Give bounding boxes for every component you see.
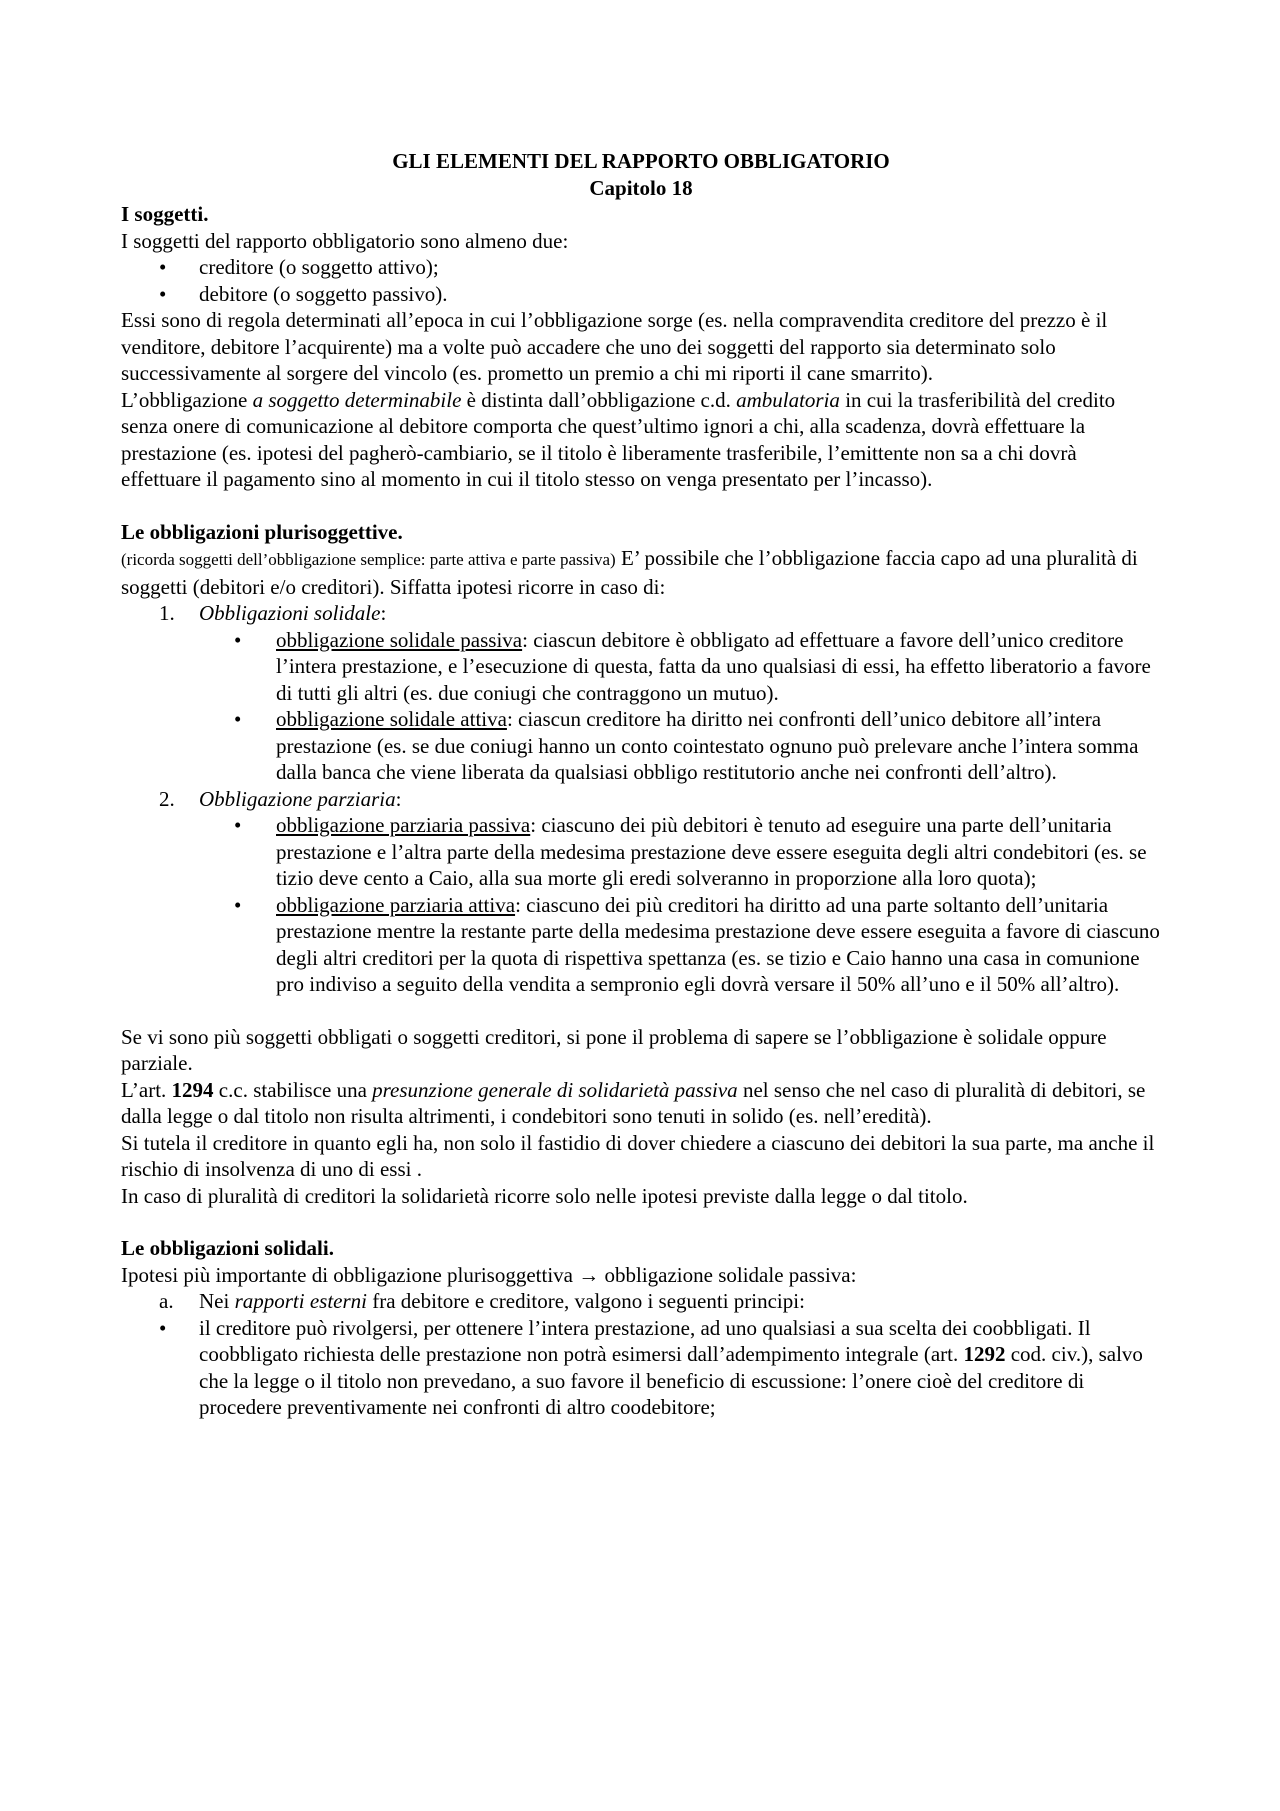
paragraph: L’obbligazione a soggetto determinabile è distinta dall’obbligazione c.d. ambulatoria in cui la trasferibilità del credito senza onere di comunicazione al debitore comporta che quest’ultimo ignori a chi, alla scadenza, dovrà effettuare la prestazione (es. ipotesi del pagherò-cambiario, se il titolo è liberamente trasferibile, l’emittente non sa a chi dovrà effettuare il pagamento sino al momento in cui il titolo stesso on venga presentato per l’incasso).: [121, 387, 1116, 491]
paragraph: In caso di pluralità di creditori la solidarietà ricorre solo nelle ipotesi previste dalla legge o dal titolo.: [121, 1183, 968, 1208]
list-item: • obbligazione parziaria passiva: ciascuno dei più debitori è tenuto ad eseguire una parte dell’unitaria prestazione e l’altra parte della medesima prestazione deve essere eseguita degli altri condebitori (es. se tizio deve cento a Caio, alla sua morte gli eredi solveranno in proporzione alla loro quota);: [234, 813, 1147, 890]
list-item: • obbligazione solidale passiva: ciascun debitore è obbligato ad effettuare a favore dell’unico creditore l’intera prestazione, e l’esecuzione di questa, fatta da uno qualsiasi di essi, ha effetto liberatorio a favore di tutti gli altri (es. due coniugi che contraggono un mutuo).: [234, 627, 1151, 705]
underlined-term: obbligazione parziaria passiva: [276, 813, 531, 837]
list-item: • il creditore può rivolgersi, per ottenere l’intera prestazione, ad uno qualsiasi a sua scelta dei coobbligati. Il coobbligato richiesta delle prestazione non potrà esimersi dall’adempimento integrale (art. 1292 cod. civ.), salvo che la legge o il titolo non prevedano, a suo favore il beneficio di escussione: l’onere cioè del creditore di procedere preventivamente nei confronti di altro coodebitore;: [159, 1315, 1143, 1419]
underlined-term: obbligazione solidale passiva: [276, 627, 523, 652]
small-note: (ricorda soggetti dell’obbligazione semplice: parte attiva e parte passiva): [121, 550, 616, 569]
number-marker: 1.: [159, 601, 175, 625]
paragraph: (ricorda soggetti dell’obbligazione semplice: parte attiva e parte passiva) E’ possibile che l’obbligazione faccia capo ad una pluralità di soggetti (debitori e/o creditori). Siffatta ipotesi ricorre in caso di:: [121, 546, 1138, 599]
list-item: • creditore (o soggetto attivo);: [159, 255, 439, 279]
list-item: • obbligazione parziaria attiva: ciascuno dei più creditori ha diritto ad una parte soltanto dell’unitaria prestazione mentre la restante parte della medesima prestazione deve essere eseguita a favore di ciascuno degli altri creditori per la quota di rispettiva spettanza (es. se tizio e Caio hanno una casa in comunione pro indiviso a seguito della vendita a sempronio egli dovrà versare il 50% all’uno e il 50% all’altro).: [234, 892, 1160, 996]
paragraph: L’art. 1294 c.c. stabilisce una presunzione generale di solidarietà passiva nel senso che nel caso di pluralità di debitori, se dalla legge o dal titolo non risulta altrimenti, i condebitori sono tenuti in solido (es. nell’eredità).: [121, 1077, 1146, 1128]
paragraph: Si tutela il creditore in quanto egli ha, non solo il fastidio di dover chiedere a ciascuno dei debitori la sua parte, ma anche il rischio di insolvenza di uno di essi .: [121, 1130, 1155, 1181]
bullet-list: [121, 254, 1161, 307]
bullet-marker: •: [159, 1315, 167, 1340]
paragraph: Essi sono di regola determinati all’epoca in cui l’obbligazione sorge (es. nella compravendita creditore del prezzo è il venditore, debitore l’acquirente) ma a volte può accadere che uno dei soggetti del rapporto sia determinato solo successivamente al sorgere del vincolo (es. prometto un premio a chi mi riporti il cane smarrito).: [121, 308, 1108, 385]
document-body: [121, 148, 1161, 1421]
bullet-marker: •: [234, 892, 242, 917]
heading-soggetti: I soggetti.: [121, 202, 209, 226]
heading-plurisoggettive: Le obbligazioni plurisoggettive.: [121, 519, 403, 544]
bullet-marker: •: [234, 627, 242, 652]
paragraph: Ipotesi più importante di obbligazione plurisoggettiva → obbligazione solidale passiva:: [121, 1262, 857, 1287]
bullet-marker: •: [159, 255, 167, 279]
underlined-term: obbligazione solidale attiva: [276, 707, 507, 731]
document-title: GLI ELEMENTI DEL RAPPORTO OBBLIGATORIO: [392, 149, 890, 173]
italic-term: a soggetto determinabile: [252, 387, 462, 412]
italic-term: ambulatoria: [736, 387, 840, 412]
bullet-marker: •: [234, 707, 242, 731]
list-item: • obbligazione solidale attiva: ciascun creditore ha diritto nei confronti dell’unico debitore all’intera prestazione (es. se due coniugi hanno un conto cointestato ognuno può prelevare anche l’intera somma dalla banca che viene liberata da qualsiasi obbligo restitutorio anche nei confronti dell’altro).: [234, 707, 1139, 784]
number-marker: 2.: [159, 786, 175, 811]
bullet-marker: •: [234, 813, 242, 837]
heading-solidali: Le obbligazioni solidali.: [121, 1236, 334, 1260]
bullet-marker: •: [159, 281, 167, 306]
italic-term: presunzione generale di solidarietà passiva: [372, 1077, 738, 1102]
list-item: 1. Obbligazioni solidale: • obbligazione solidale passiva: ciascun debitore è obbligato ad effettuare a favore dell’unico creditore l’intera prestazione, e l’esecuzione di questa, fatta da uno qualsiasi di essi, ha effetto liberatorio a favore di tutti gli altri (es. due coniugi che contraggono un mutuo). • obbligazione solidale attiva: ciascun creditore ha diritto nei confronti dell’unico debitore all’intera prestazione (es. se due coniugi hanno un conto cointestato ognuno può prelevare anche l’intera somma dalla banca che viene liberata da qualsiasi obbligo restitutorio anche nei confronti dell’altro).: [121, 600, 1161, 786]
paragraph: Se vi sono più soggetti obbligati o soggetti creditori, si pone il problema di sapere se l’obbligazione è solidale oppure parziale.: [121, 1024, 1107, 1075]
underlined-term: obbligazione parziaria attiva: [276, 892, 516, 917]
list-item: • debitore (o soggetto passivo).: [159, 281, 448, 306]
letter-marker: a.: [159, 1289, 174, 1313]
list-item: a. Nei rapporti esterni fra debitore e creditore, valgono i seguenti principi:: [159, 1289, 805, 1313]
paragraph: I soggetti del rapporto obbligatorio sono almeno due:: [121, 228, 569, 253]
numbered-list: [121, 600, 1161, 998]
chapter-subtitle: Capitolo 18: [589, 175, 693, 200]
list-item: 2. Obbligazione parziaria: • obbligazione parziaria passiva: ciascuno dei più debitori è tenuto ad eseguire una parte dell’unitaria prestazione e l’altra parte della medesima prestazione deve essere eseguita degli altri condebitori (es. se tizio deve cento a Caio, alla sua morte gli eredi solveranno in proporzione alla loro quota); • obbligazione parziaria attiva: ciascuno dei più creditori ha diritto ad una parte soltanto dell’unitaria prestazione mentre la restante parte della medesima prestazione deve essere eseguita a favore di ciascuno degli altri creditori per la quota di rispettiva spettanza (es. se tizio e Caio hanno una casa in comunione pro indiviso a seguito della vendita a sempronio egli dovrà versare il 50% all’uno e il 50% all’altro).: [121, 786, 1161, 998]
